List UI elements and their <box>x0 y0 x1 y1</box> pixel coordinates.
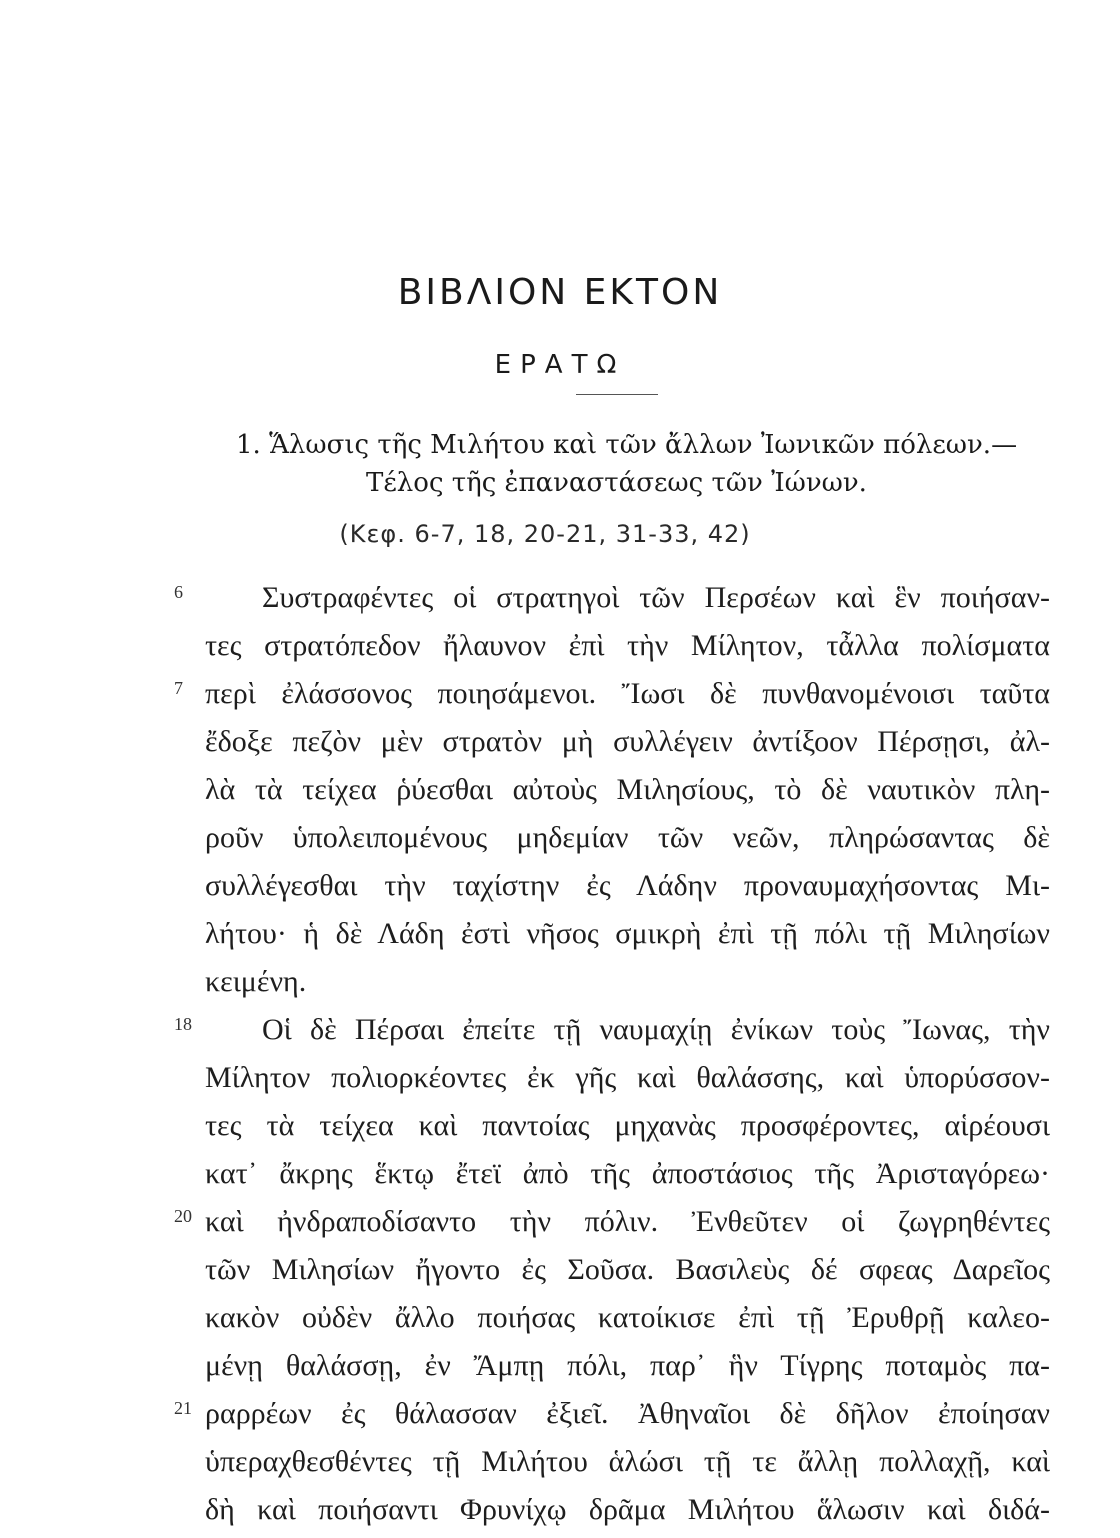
title-divider <box>576 394 658 395</box>
text-line <box>0 1442 1120 1490</box>
text-line <box>0 962 1120 1010</box>
chapter-number: 18 <box>174 1014 192 1034</box>
text-line <box>0 626 1120 674</box>
text-line <box>0 1010 1120 1058</box>
text-line <box>0 818 1120 866</box>
line-text: καὶ ἠνδραποδίσαντο τὴν πόλιν. Ἐνθεῦτεν οἱ ζωγρηθέντες <box>205 1205 1050 1238</box>
section-heading-line-1: 1. Ἅλωσις τῆς Μιλήτου καὶ τῶν ἄλλων Ἰωνικῶν πόλεων.— <box>236 430 1018 460</box>
line-text: τες στρατόπεδον ἤλαυνον ἐπὶ τὴν Μίλητον, τἆλλα πολίσματα <box>205 629 1050 662</box>
chapter-number: 6 <box>174 582 183 602</box>
line-text: κατ᾽ ἄκρης ἕκτῳ ἔτεϊ ἀπὸ τῆς ἀποστάσιος τῆς Ἀρισταγόρεω· <box>205 1157 1050 1190</box>
text-line <box>0 1058 1120 1106</box>
text-line <box>0 770 1120 818</box>
text-line <box>0 1298 1120 1346</box>
text-line <box>0 1394 1120 1442</box>
line-text: συλλέγεσθαι τὴν ταχίστην ἐς Λάδην προναυμαχήσοντας Μι- <box>205 869 1050 902</box>
text-line <box>0 1106 1120 1154</box>
text-line <box>0 1202 1120 1250</box>
line-text: ὑπεραχθεσθέντες τῇ Μιλήτου ἁλώσι τῇ τε ἄλλῃ πολλαχῇ, καὶ <box>205 1445 1050 1478</box>
chapter-number: 20 <box>174 1206 192 1226</box>
text-line <box>0 1490 1120 1538</box>
text-line <box>0 578 1120 626</box>
line-text: τῶν Μιλησίων ἤγοντο ἐς Σοῦσα. Βασιλεὺς δέ σφεας Δαρεῖος <box>205 1253 1050 1286</box>
line-text: μένῃ θαλάσσῃ, ἐν Ἄμπῃ πόλι, παρ᾽ ἣν Τίγρης ποταμὸς πα- <box>205 1349 1050 1382</box>
body-text <box>0 578 1120 1538</box>
text-line <box>0 1154 1120 1202</box>
book-subtitle: ΕΡΑΤΩ <box>494 350 626 380</box>
section-heading <box>210 426 1070 502</box>
chapter-number: 21 <box>174 1398 192 1418</box>
line-text: ἔδοξε πεζὸν μὲν στρατὸν μὴ συλλέγειν ἀντίξοον Πέρσῃσι, ἀλ- <box>205 725 1050 758</box>
text-line <box>0 722 1120 770</box>
text-line <box>0 1346 1120 1394</box>
line-text: περὶ ἐλάσσονος ποιησάμενοι. Ἴωσι δὲ πυνθανομένοισι ταῦτα <box>205 677 1050 710</box>
line-text: ραρρέων ἐς θάλασσαν ἐξιεῖ. Ἀθηναῖοι δὲ δῆλον ἐποίησαν <box>205 1397 1050 1430</box>
line-text: κειμένη. <box>205 965 307 998</box>
text-line <box>0 866 1120 914</box>
text-line <box>0 674 1120 722</box>
line-text: κακὸν οὐδὲν ἄλλο ποιήσας κατοίκισε ἐπὶ τῇ Ἐρυθρῇ καλεο- <box>205 1301 1050 1334</box>
text-line <box>0 914 1120 962</box>
line-text: λήτου· ἡ δὲ Λάδη ἐστὶ νῆσος σμικρὴ ἐπὶ τῇ πόλι τῇ Μιλησίων <box>205 917 1050 950</box>
section-heading-line-2: Τέλος τῆς ἐπαναστάσεως τῶν Ἰώνων. <box>366 468 867 498</box>
line-text: τες τὰ τείχεα καὶ παντοίας μηχανὰς προσφέροντες, αἱρέουσι <box>205 1109 1050 1142</box>
line-text: δὴ καὶ ποιήσαντι Φρυνίχῳ δρᾶμα Μιλήτου ἅλωσιν καὶ διδά- <box>205 1493 1050 1526</box>
line-text: Συστραφέντες οἱ στρατηγοὶ τῶν Περσέων καὶ ἓν ποιήσαν- <box>262 581 1050 614</box>
chapter-reference: (Κεφ. 6-7, 18, 20-21, 31-33, 42) <box>339 520 751 548</box>
text-line <box>0 1250 1120 1298</box>
book-title: ΒΙΒΛΙΟΝ ΕΚΤΟΝ <box>397 272 723 313</box>
line-text: Οἱ δὲ Πέρσαι ἐπείτε τῇ ναυμαχίῃ ἐνίκων τοὺς Ἴωνας, τὴν <box>262 1013 1050 1046</box>
line-text: λὰ τὰ τείχεα ῥύεσθαι αὐτοὺς Μιλησίους, τὸ δὲ ναυτικὸν πλη- <box>205 773 1050 806</box>
line-text: ροῦν ὑπολειπομένους μηδεμίαν τῶν νεῶν, πληρώσαντας δὲ <box>205 821 1050 854</box>
chapter-number: 7 <box>174 678 183 698</box>
line-text: Μίλητον πολιορκέοντες ἐκ γῆς καὶ θαλάσσης, καὶ ὑπορύσσον- <box>205 1061 1050 1094</box>
